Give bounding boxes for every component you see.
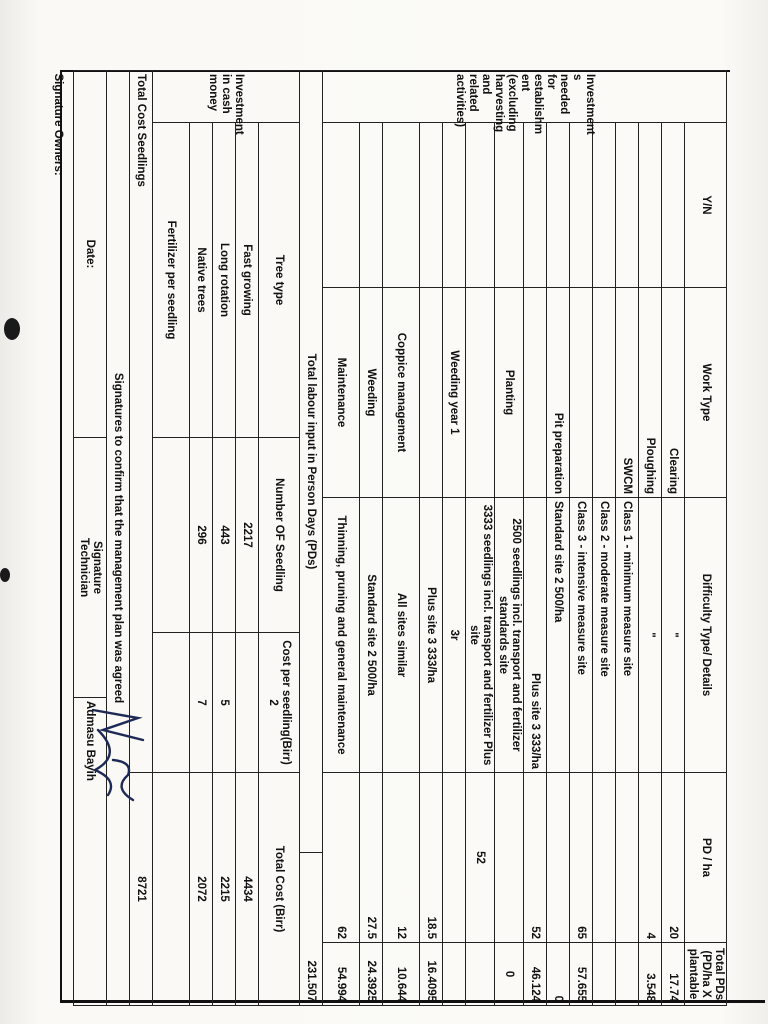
detail-cell: All sites similar	[383, 498, 420, 773]
number-cell: 443	[213, 438, 236, 633]
pd-cell: 20	[662, 773, 685, 943]
signature-technician-label	[74, 438, 107, 698]
seedling-row	[153, 71, 190, 1006]
total-cell: 54.994	[323, 943, 360, 1006]
signature-detail-row	[74, 71, 107, 1006]
technician-label: Technician	[78, 537, 90, 598]
table-row	[524, 71, 547, 1006]
detail-cell: Class 1 - minimum measure site	[616, 498, 639, 773]
investment-cash-label: Investment in cash money	[153, 71, 300, 123]
total-labour-label: Total labour input in Person Days (PDs)	[300, 71, 323, 853]
table-row	[495, 71, 524, 1006]
table-row	[443, 71, 466, 1006]
seedling-row	[236, 71, 259, 1006]
tree-type-cell: Long rotation	[213, 123, 236, 438]
total-cost-value: 8721	[130, 773, 153, 1006]
seedling-row	[190, 71, 213, 1006]
rotated-table-region	[37, 70, 727, 1005]
work-type-cell	[466, 288, 495, 498]
detail-cell: Standard site 2 500/ha	[360, 498, 383, 773]
work-type-cell	[570, 288, 593, 498]
work-type-cell: Ploughing	[639, 288, 662, 498]
detail-cell: Plus site 3 333/ha	[420, 498, 443, 773]
pd-cell	[593, 773, 616, 943]
detail-cell: Thinning, pruning and general maintenance	[323, 498, 360, 773]
work-type-cell: SWCM	[616, 288, 639, 498]
total-cell: 3.548	[639, 943, 662, 1006]
total-cell	[443, 943, 466, 1006]
technician-name: Admasu Bayih	[74, 698, 107, 1006]
total-cell: 0	[547, 943, 570, 1006]
pd-cell: 12	[383, 773, 420, 943]
cost-per-seedling-header: Cost per seedling(Birr) 2	[259, 633, 300, 773]
pd-cell: 27.5	[360, 773, 383, 943]
handwritten-signature	[83, 700, 153, 810]
total-cell	[616, 943, 639, 1006]
detail-cell: Plus site 3 333/ha	[524, 498, 547, 773]
work-type-cell: Maintenance	[323, 288, 360, 498]
total-cell: 46.124	[524, 943, 547, 1006]
seedling-header-row	[259, 71, 300, 1006]
total-cost-cell: 4434	[236, 773, 259, 1006]
table-row	[323, 71, 360, 1006]
detail-cell: Class 2 - moderate measure site	[593, 498, 616, 773]
total-cell: 17.74	[662, 943, 685, 1006]
work-type-cell	[420, 288, 443, 498]
table-row	[547, 71, 570, 1006]
total-cell: 16.4095	[420, 943, 443, 1006]
table-row	[616, 71, 639, 1006]
number-seedling-header: Number OF Seedling	[259, 438, 300, 633]
pd-cell: 52	[524, 773, 547, 943]
work-type-header: Work Type	[685, 288, 727, 498]
total-labour-row	[300, 71, 323, 1006]
detail-cell: 2500 seedlings incl. transport and fertilizer standards site	[495, 498, 524, 773]
owners-row	[43, 71, 74, 1006]
detail-cell: 3333 seedlings incl. transport and fertilizer Plus site	[466, 498, 495, 773]
owners-label: Signature Owners:	[52, 73, 65, 176]
work-type-cell: Pit preparation	[547, 288, 570, 498]
section-label: Investment s needed for establishm ent (excluding harvesting and related activities)	[323, 71, 727, 123]
total-cost-cell: 2072	[190, 773, 213, 1006]
pd-cell: 4	[639, 773, 662, 943]
seedling-row	[213, 71, 236, 1006]
detail-cell: "	[662, 498, 685, 773]
management-plan-table	[43, 70, 727, 1006]
total-cost-label: Total Cost Seedlings	[130, 71, 153, 773]
yn-header: Y/N	[685, 123, 727, 288]
total-cost-header: Total Cost (Birr)	[259, 773, 300, 1006]
cost-cell	[153, 633, 190, 773]
pd-cell: 62	[323, 773, 360, 943]
tree-type-header: Tree type	[259, 123, 300, 438]
total-cost-cell	[153, 773, 190, 1006]
pd-cell: 18.5	[420, 773, 443, 943]
total-cell	[466, 943, 495, 1006]
cost-cell: 5	[213, 633, 236, 773]
detail-cell: 3r	[443, 498, 466, 773]
cost-cell: 7	[190, 633, 213, 773]
header-row	[685, 71, 727, 1006]
pd-ha-header: PD / ha	[685, 773, 727, 943]
work-type-cell	[593, 288, 616, 498]
work-type-cell: Weeding year 1	[443, 288, 466, 498]
total-pds-header: Total PDs (PD/ha X plantable	[685, 943, 727, 1006]
total-cell	[593, 943, 616, 1006]
pd-cell: 52	[466, 773, 495, 943]
tree-type-cell: Fast growing	[236, 123, 259, 438]
number-cell	[153, 438, 190, 633]
cost-cell	[236, 633, 259, 773]
detail-cell: Class 3 - intensive measure site	[570, 498, 593, 773]
table-row	[466, 71, 495, 1006]
ink-blot	[4, 318, 20, 340]
pd-cell	[495, 773, 524, 943]
pd-cell	[443, 773, 466, 943]
total-cell: 24.3925	[360, 943, 383, 1006]
difficulty-header: Difficulty Type/ Details	[685, 498, 727, 773]
total-cell: 57.655	[570, 943, 593, 1006]
total-cost-cell: 2215	[213, 773, 236, 1006]
number-cell: 296	[190, 438, 213, 633]
detail-cell: Standard site 2 500/ha	[547, 498, 570, 773]
table-row	[570, 71, 593, 1006]
total-cell: 0	[495, 943, 524, 1006]
work-type-cell	[524, 288, 547, 498]
number-cell: 2217	[236, 438, 259, 633]
table-row	[593, 71, 616, 1006]
total-cost-row	[130, 71, 153, 1006]
table-row	[662, 71, 685, 1006]
tree-type-cell: Fertilizer per seedling	[153, 123, 190, 438]
table-row	[420, 71, 443, 1006]
work-type-cell: Coppice management	[383, 288, 420, 498]
date-label: Date:	[74, 71, 107, 438]
ink-blot	[0, 568, 10, 582]
tree-type-cell: Native trees	[190, 123, 213, 438]
signatures-label: Signatures to confirm that the management plan was agreed	[107, 71, 130, 1006]
detail-cell: "	[639, 498, 662, 773]
table-row	[360, 71, 383, 1006]
table-row	[639, 71, 662, 1006]
pd-cell: 65	[570, 773, 593, 943]
total-labour-value: 231.507	[300, 853, 323, 1006]
pd-cell	[616, 773, 639, 943]
work-type-cell: Weeding	[360, 288, 383, 498]
work-type-cell: Clearing	[662, 288, 685, 498]
pd-cell	[547, 773, 570, 943]
work-type-cell: Planting	[495, 288, 524, 498]
table-row	[383, 71, 420, 1006]
total-cell: 10.644	[383, 943, 420, 1006]
signature-label: Signature	[91, 540, 103, 595]
signatures-row	[107, 71, 130, 1006]
